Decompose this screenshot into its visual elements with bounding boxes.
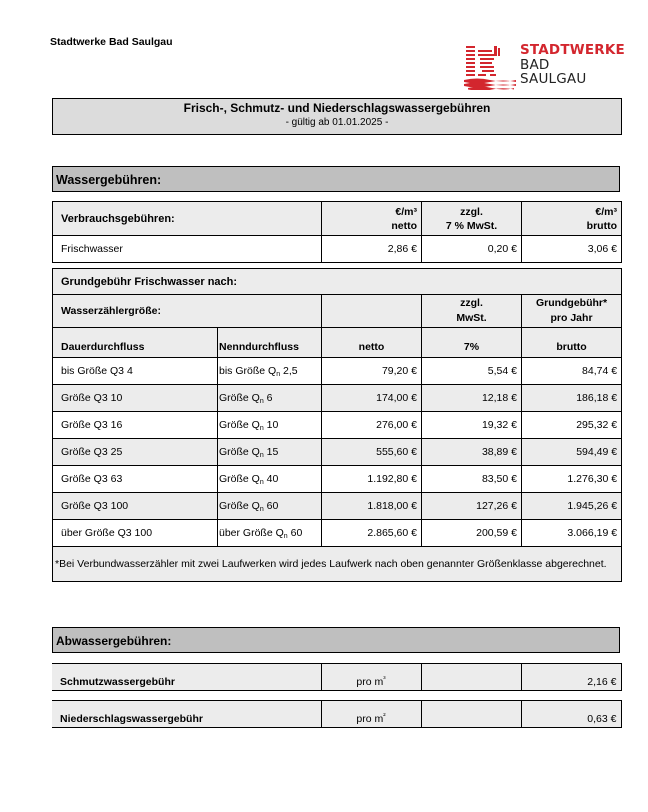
table-row xyxy=(53,236,622,263)
vat-cell: 83,50 € xyxy=(422,466,522,493)
vat-cell: 12,18 € xyxy=(422,385,522,412)
qn-cell: Größe $Q_n$ 15 xyxy=(218,439,322,466)
logo-line-3: SAULGAU xyxy=(520,71,587,87)
value-cell: 0,63 € xyxy=(521,701,621,728)
qn-cell: Größe $Q_n$ 10 xyxy=(218,412,322,439)
col-header-brutto: brutto xyxy=(522,328,622,358)
empty-cell xyxy=(322,295,422,328)
netto-cell: 2.865,60 € xyxy=(322,520,422,547)
brutto-cell: 186,18 € xyxy=(522,385,622,412)
netto-cell: 1.192,80 € xyxy=(322,466,422,493)
col-vat-header: zzgl. 7 % MwSt. xyxy=(422,202,522,236)
unit-cell: pro $m^{^3}$ xyxy=(321,664,421,691)
coat-of-arms-logo-icon xyxy=(464,42,516,90)
empty-cell xyxy=(421,664,521,691)
qn-cell: Größe $Q_n$ 6 xyxy=(218,385,322,412)
q3-cell: Größe Q3 10 xyxy=(53,385,218,412)
qn-cell: Größe $Q_n$ 60 xyxy=(218,493,322,520)
fee-name: Frischwasser xyxy=(53,236,322,263)
col-netto-header: €/m³ netto xyxy=(322,202,422,236)
stormwater-fee-table xyxy=(52,700,622,728)
vat-cell: 200,59 € xyxy=(422,520,522,547)
table-row xyxy=(53,493,622,520)
vat-cell: 19,32 € xyxy=(422,412,522,439)
page-title: Frisch-, Schmutz- und Niederschlagswassergebühren xyxy=(183,101,491,115)
col-header-qn: Nenndurchfluss xyxy=(218,328,322,358)
qn-cell: bis Größe $Q_n$ 2,5 xyxy=(218,358,322,385)
logo xyxy=(464,42,625,90)
table-row xyxy=(53,385,622,412)
q3-cell: Größe Q3 16 xyxy=(53,412,218,439)
logo-line-1: STADTWERKE xyxy=(520,42,625,58)
vat-cell: 38,89 € xyxy=(422,439,522,466)
base-fee-title: Grundgebühr Frischwasser nach: xyxy=(53,269,622,295)
value-cell: 2,16 € xyxy=(521,664,621,691)
table-row xyxy=(53,466,622,493)
unit-cell: pro $m^{^2}$ xyxy=(321,701,421,728)
valid-from: - gültig ab 01.01.2025 - xyxy=(285,117,389,128)
wastewater-section-heading: Abwassergebühren: xyxy=(52,627,620,653)
table-row xyxy=(52,701,621,728)
qn-cell: über Größe $Q_n$ 60 xyxy=(218,520,322,547)
table-row xyxy=(53,358,622,385)
q3-cell: bis Größe Q3 4 xyxy=(53,358,218,385)
consumption-label: Verbrauchsgebühren: xyxy=(53,202,322,236)
brutto-cell: 3.066,19 € xyxy=(522,520,622,547)
title-box xyxy=(52,98,622,135)
wastewater-fee-table xyxy=(52,663,622,691)
netto-cell: 174,00 € xyxy=(322,385,422,412)
company-name: Stadtwerke Bad Saulgau xyxy=(50,36,173,48)
brutto-cell: 84,74 € xyxy=(522,358,622,385)
vat-cell: 5,54 € xyxy=(422,358,522,385)
fee-name: Schmutzwassergebühr xyxy=(52,664,321,691)
brutto-cell: 594,49 € xyxy=(522,439,622,466)
brutto-cell: 1.276,30 € xyxy=(522,466,622,493)
netto-cell: 79,20 € xyxy=(322,358,422,385)
netto-value: 2,86 € xyxy=(322,236,422,263)
col-brutto-header: €/m³ brutto xyxy=(522,202,622,236)
vat-value: 0,20 € xyxy=(422,236,522,263)
q3-cell: Größe Q3 63 xyxy=(53,466,218,493)
water-section-heading: Wassergebühren: xyxy=(52,166,620,192)
col-header-netto: netto xyxy=(322,328,422,358)
base-fee-table xyxy=(52,268,622,582)
brutto-cell: 1.945,26 € xyxy=(522,493,622,520)
annual-fee-header: Grundgebühr* pro Jahr xyxy=(522,295,622,328)
consumption-table xyxy=(52,201,622,263)
vat-cell: 127,26 € xyxy=(422,493,522,520)
col-header-q3: Dauerdurchfluss xyxy=(53,328,218,358)
footnote: *Bei Verbundwasserzähler mit zwei Laufwerken wird jedes Laufwerk nach oben genannter Größenklasse abgerechnet. xyxy=(53,547,622,582)
netto-cell: 555,60 € xyxy=(322,439,422,466)
table-row xyxy=(53,520,622,547)
qn-cell: Größe $Q_n$ 40 xyxy=(218,466,322,493)
netto-cell: 1.818,00 € xyxy=(322,493,422,520)
table-row xyxy=(53,439,622,466)
q3-cell: über Größe Q3 100 xyxy=(53,520,218,547)
q3-cell: Größe Q3 100 xyxy=(53,493,218,520)
empty-cell xyxy=(421,701,521,728)
logo-line-2: BAD xyxy=(520,56,550,73)
q3-cell: Größe Q3 25 xyxy=(53,439,218,466)
col-header-vat: 7% xyxy=(422,328,522,358)
netto-cell: 276,00 € xyxy=(322,412,422,439)
fee-name: Niederschlagswassergebühr xyxy=(52,701,321,728)
meter-size-label: Wasserzählergröße: xyxy=(53,295,322,328)
table-row xyxy=(52,664,621,691)
brutto-value: 3,06 € xyxy=(522,236,622,263)
vat-header: zzgl. MwSt. xyxy=(422,295,522,328)
table-row xyxy=(53,412,622,439)
brutto-cell: 295,32 € xyxy=(522,412,622,439)
